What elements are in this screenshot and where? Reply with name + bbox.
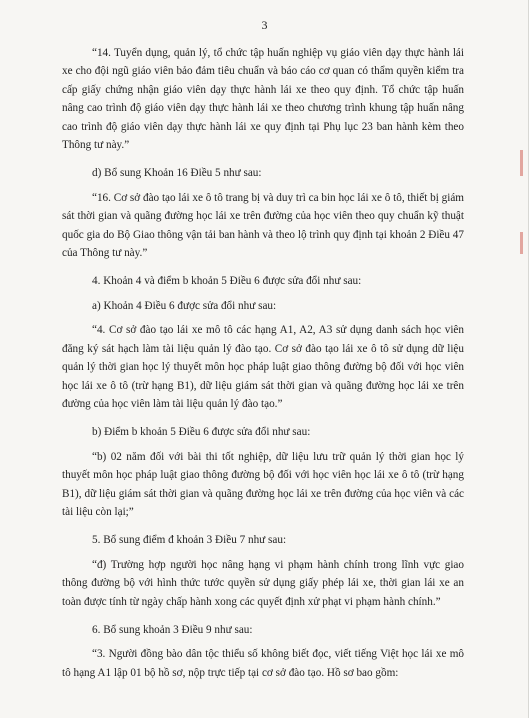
- paragraph-clause-3: “3. Người đồng bào dân tộc thiểu số không biết đọc, viết tiếng Việt học lái xe mô tô hạng A1 lập 01 bộ hồ sơ, nộp trực tiếp tại cơ sở đào tạo. Hồ sơ bao gồm:: [62, 648, 464, 679]
- red-stamp-edge-mark: [520, 150, 523, 176]
- paragraph-point-dd: “đ) Trường hợp người học nâng hạng vi phạm hành chính trong lĩnh vực giao thông đường bộ với hình thức tước quyền sử dụng giấy phép lái xe, thời gian lái xe an toàn được tính từ ngày chấp hành xong các quyết định xử phạt vi phạm hành chính.”: [62, 558, 464, 608]
- paragraph-point-b: “b) 02 năm đối với bài thi tốt nghiệp, dữ liệu lưu trữ quản lý thời gian học lý thuyết môn học pháp luật giao thông đường bộ đối với học viên học lái xe ô tô (trừ hạng B1), dữ liệu giám sát thời gian và quãng đường học lái xe trên đường của học viên và các tài liệu còn lại;”: [62, 450, 464, 518]
- paragraph-clause-4: “4. Cơ sở đào tạo lái xe mô tô các hạng A1, A2, A3 sử dụng danh sách học viên đăng ký sát hạch làm tài liệu quản lý đào tạo. Cơ sở đào tạo lái xe ô tô sử dụng dữ liệu quản lý thời gian học lý thuyết môn học pháp luật giao thông đường bộ đối với học viên học lái xe ô tô (trừ hạng B1), dữ liệu giám sát thời gian và quãng đường học lái xe trên đường của học viên làm tài liệu quản lý đào tạo.”: [62, 324, 464, 410]
- page-number: 3: [261, 18, 268, 32]
- paragraph-heading-b: b) Điểm b khoản 5 Điều 6 được sửa đổi như sau:: [92, 426, 311, 439]
- document-body: [62, 44, 464, 692]
- paragraph-item-5: 5. Bổ sung điểm đ khoản 3 Điều 7 như sau:: [92, 534, 287, 547]
- paragraph-item-6: 6. Bổ sung khoản 3 Điều 9 như sau:: [92, 623, 253, 636]
- paragraph-heading-a: a) Khoản 4 Điều 6 được sửa đổi như sau:: [92, 299, 277, 312]
- red-stamp-edge-mark: [520, 232, 523, 254]
- paragraph-heading-d: d) Bổ sung Khoản 16 Điều 5 như sau:: [92, 167, 262, 180]
- paragraph-clause-14: “14. Tuyển dụng, quản lý, tổ chức tập huấn nghiệp vụ giáo viên dạy thực hành lái xe cho đội ngũ giáo viên bảo đảm tiêu chuẩn và báo cáo cơ quan có thẩm quyền kiểm tra cấp giấy chứng nhận giáo viên dạy thực hành lái xe theo quy định. Tổ chức tập huấn nâng cao trình độ giáo viên dạy thực hành lái xe theo chương trình khung tập huấn nâng cao trình độ giáo viên dạy thực hành lái xe quy định tại Phụ lục 23 ban hành kèm theo Thông tư này.”: [62, 47, 464, 152]
- paragraph-clause-16: “16. Cơ sở đào tạo lái xe ô tô trang bị và duy trì ca bin học lái xe ô tô, thiết bị giám sát thời gian và quãng đường học lái xe trên đường của học viên theo quy chuẩn kỹ thuật quốc gia do Bộ Giao thông vận tải ban hành và theo lộ trình quy định tại khoản 2 Điều 47 của Thông tư này.”: [62, 191, 464, 260]
- paragraph-item-4: 4. Khoản 4 và điểm b khoản 5 Điều 6 được sửa đổi như sau:: [92, 275, 362, 288]
